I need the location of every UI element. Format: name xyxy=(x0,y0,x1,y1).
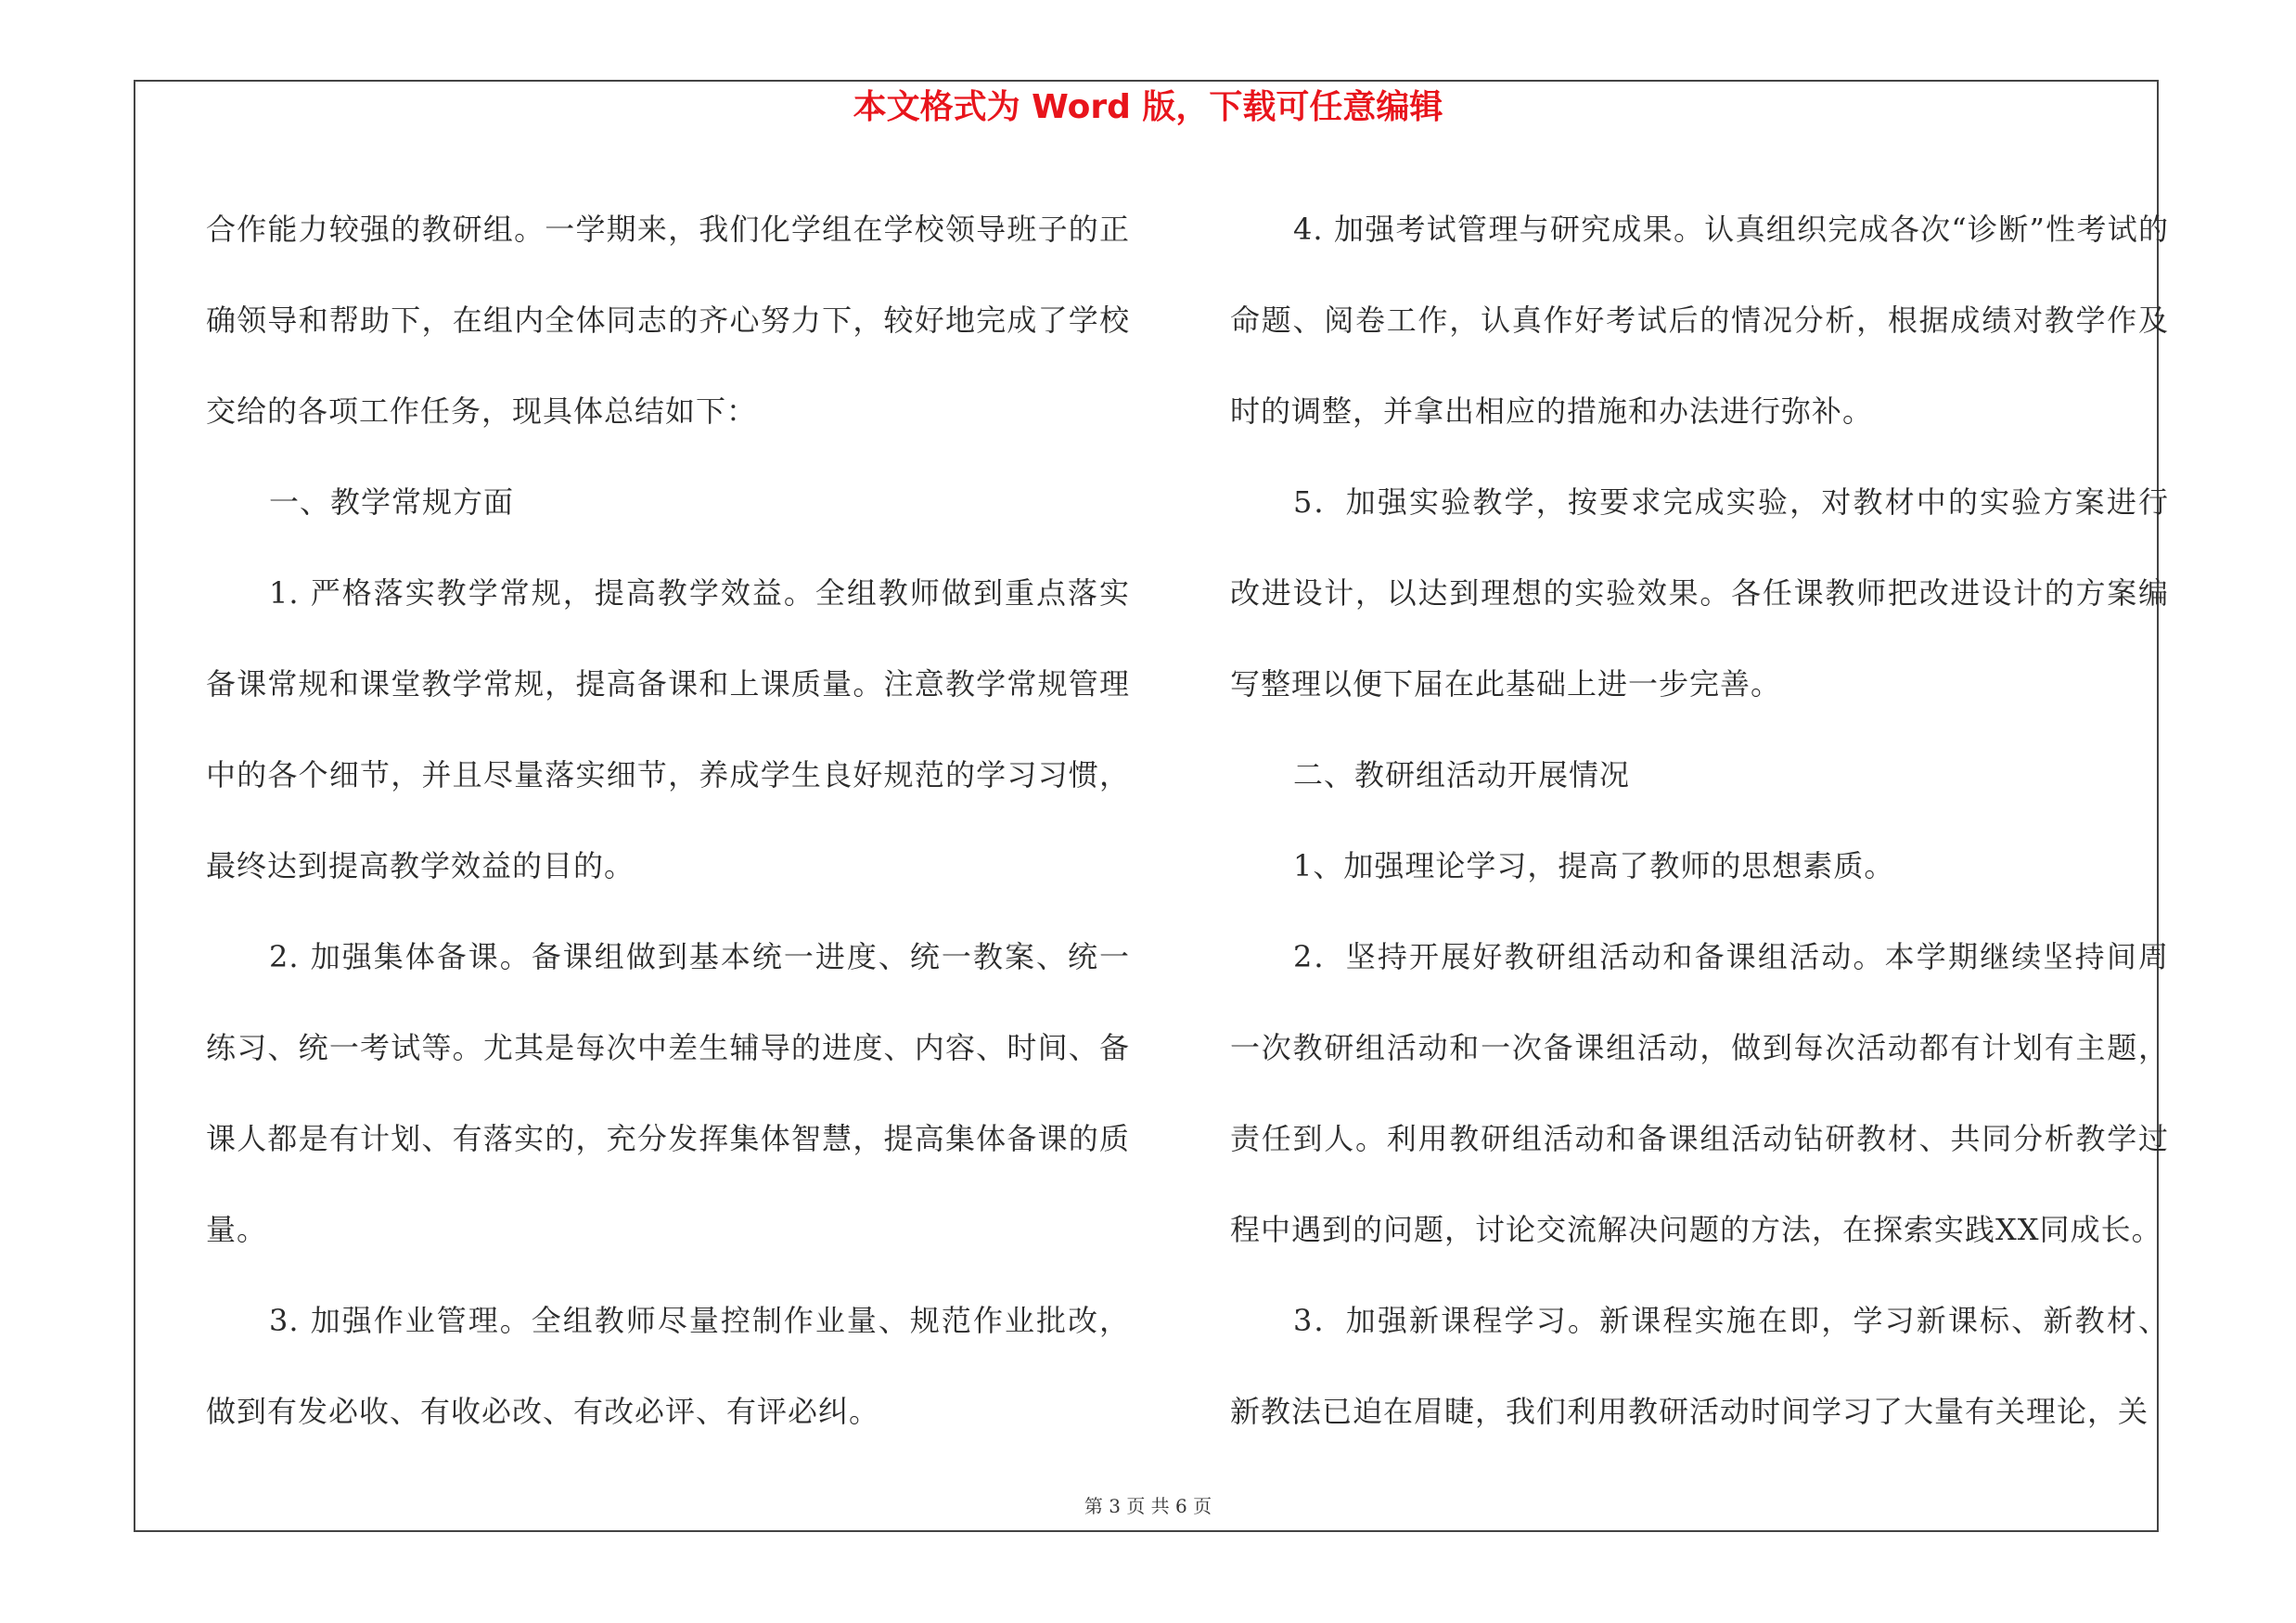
paragraph-intro: 合作能力较强的教研组。一学期来，我们化学组在学校领导班子的正确领导和帮助下，在组内全体同志的齐心努力下，较好地完成了学校交给的各项工作任务，现具体总结如下： xyxy=(206,212,1130,429)
format-banner: 本文格式为 Word 版，下载可任意编辑 xyxy=(853,88,1443,126)
paragraph-item-2: 2. 加强集体备课。备课组做到基本统一进度、统一教案、统一练习、统一考试等。尤其是每次中差生辅导的进度、内容、时间、备课人都是有计划、有落实的，充分发挥集体智慧，提高集体备课的质量。 xyxy=(206,939,1130,1247)
paragraph-item-3: 3. 加强作业管理。全组教师尽量控制作业量、规范作业批改，做到有发必收、有收必改、有改必评、有评必纠。 xyxy=(206,1303,1130,1429)
paragraph-item-4: 4. 加强考试管理与研究成果。认真组织完成各次“诊断”性考试的命题、阅卷工作，认真作好考试后的情况分析，根据成绩对教学作及时的调整，并拿出相应的措施和办法进行弥补。 xyxy=(1230,212,2169,429)
section-heading-research-activities: 二、教研组活动开展情况 xyxy=(1293,757,1631,792)
paragraph-item-5: 5．加强实验教学，按要求完成实验，对教材中的实验方案进行改进设计，以达到理想的实验效果。各任课教师把改进设计的方案编写整理以便下届在此基础上进一步完善。 xyxy=(1230,484,2169,702)
paragraph-activity-3: 3．加强新课程学习。新课程实施在即，学习新课标、新教材、新教法已迫在眉睫，我们利用教研活动时间学习了大量有关理论，关 xyxy=(1230,1303,2169,1429)
page-number: 第 3 页 共 6 页 xyxy=(1084,1495,1212,1517)
paragraph-activity-1: 1、加强理论学习，提高了教师的思想素质。 xyxy=(1293,848,1895,883)
section-heading-teaching-routine: 一、教学常规方面 xyxy=(269,484,515,520)
paragraph-activity-2: 2．坚持开展好教研组活动和备课组活动。本学期继续坚持间周一次教研组活动和一次备课组活动，做到每次活动都有计划有主题，责任到人。利用教研组活动和备课组活动钻研教材、共同分析教学过程中遇到的问题，讨论交流解决问题的方法，在探索实践XX同成长。 xyxy=(1230,939,2169,1247)
left-column xyxy=(206,184,1130,1457)
right-column xyxy=(1230,184,2169,1457)
paragraph-item-1: 1. 严格落实教学常规，提高教学效益。全组教师做到重点落实备课常规和课堂教学常规，提高备课和上课质量。注意教学常规管理中的各个细节，并且尽量落实细节，养成学生良好规范的学习习惯，最终达到提高教学效益的目的。 xyxy=(206,575,1130,883)
